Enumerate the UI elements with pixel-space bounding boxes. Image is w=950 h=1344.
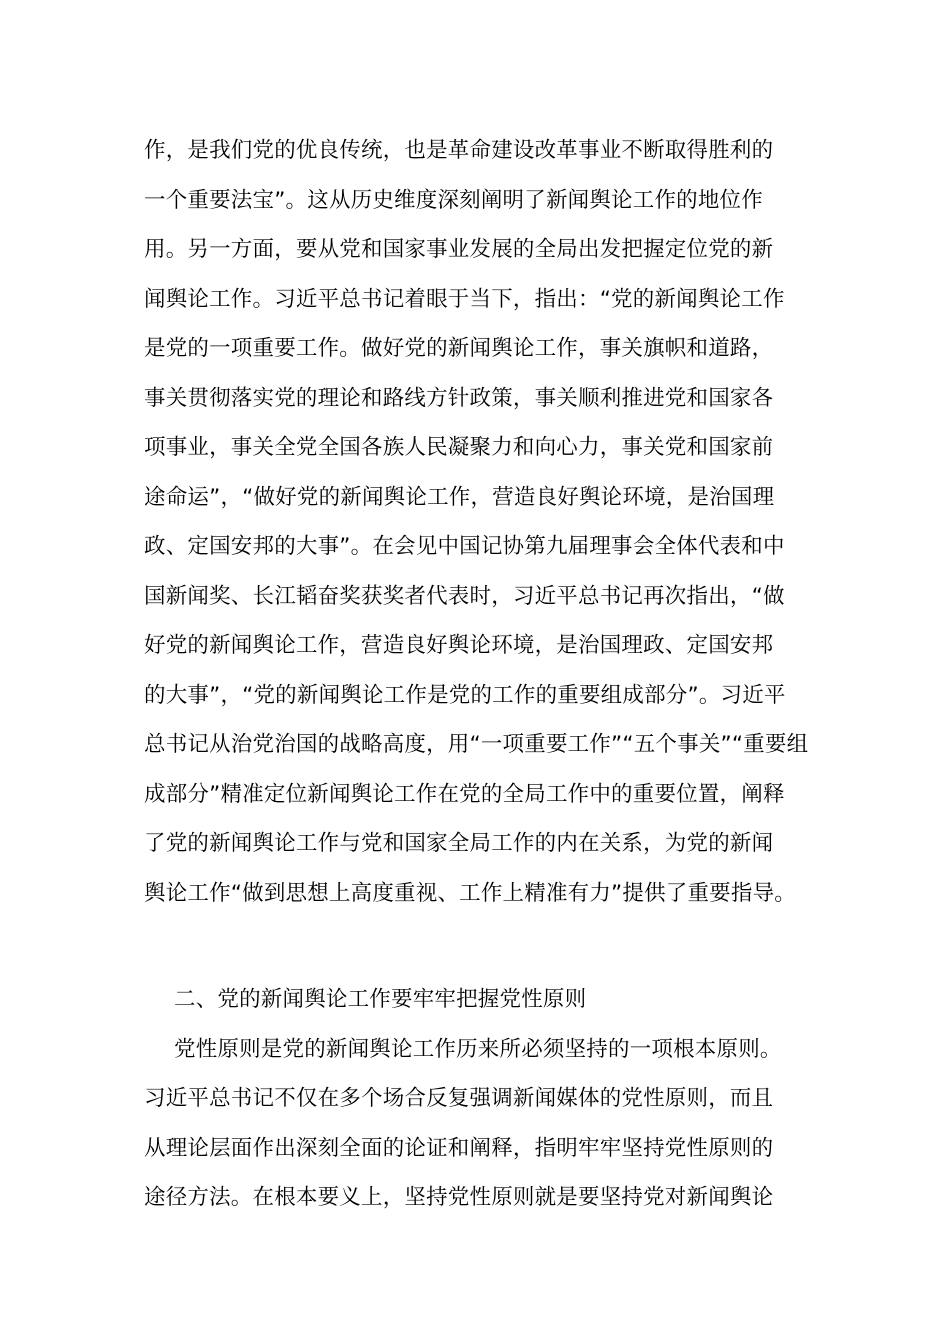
section-heading: 二、党的新闻舆论工作要牢牢把握党性原则 — [174, 987, 587, 1012]
paragraph-line: 好党的新闻舆论工作，营造良好舆论环境，是治国理政、定国安邦 — [144, 633, 774, 658]
paragraph-line: 了党的新闻舆论工作与党和国家全局工作的内在关系，为党的新闻 — [144, 831, 774, 856]
paragraph-line: 成部分”精准定位新闻舆论工作在党的全局工作中的重要位置，阐释 — [144, 781, 785, 807]
paragraph-line: 闻舆论工作。习近平总书记着眼于当下，指出：“党的新闻舆论工作 — [144, 286, 785, 312]
paragraph-line: 从理论层面作出深刻全面的论证和阐释，指明牢牢坚持党性原则的 — [144, 1135, 774, 1161]
paragraph-line: 途径方法。在根本要义上，坚持党性原则就是要坚持党对新闻舆论 — [144, 1185, 774, 1210]
paragraph-line: 用。另一方面，要从党和国家事业发展的全局出发把握定位党的新 — [144, 237, 774, 262]
paragraph-line: 是党的一项重要工作。做好党的新闻舆论工作，事关旗帜和道路， — [144, 336, 774, 361]
paragraph-line: 政、定国安邦的大事”。在会见中国记协第九届理事会全体代表和中 — [144, 534, 785, 559]
paragraph-line: 总书记从治党治国的战略高度，用“一项重要工作”“五个事关”“重要组 — [144, 732, 809, 757]
paragraph-line: 党性原则是党的新闻舆论工作历来所必须坚持的一项根本原则。 — [174, 1036, 782, 1062]
paragraph-line: 一个重要法宝”。这从历史维度深刻阐明了新闻舆论工作的地位作 — [144, 187, 763, 213]
paragraph-line: 途命运”，“做好党的新闻舆论工作，营造良好舆论环境，是治国理 — [144, 484, 775, 510]
paragraph-line: 国新闻奖、长江韬奋奖获奖者代表时，习近平总书记再次指出，“做 — [144, 583, 785, 609]
section-2 — [144, 975, 824, 1223]
paragraph-line: 作，是我们党的优良传统，也是革命建设改革事业不断取得胜利的 — [144, 138, 774, 163]
paragraph-line: 舆论工作“做到思想上高度重视、工作上精准有力”提供了重要指导。 — [144, 880, 796, 906]
paragraph-line: 项事业，事关全党全国各族人民凝聚力和向心力，事关党和国家前 — [144, 435, 774, 460]
paragraph-line: 事关贯彻落实党的理论和路线方针政策，事关顺利推进党和国家各 — [144, 385, 774, 411]
paragraph-1 — [144, 126, 824, 918]
paragraph-line: 习近平总书记不仅在多个场合反复强调新闻媒体的党性原则，而且 — [144, 1086, 774, 1111]
paragraph-line: 的大事”，“党的新闻舆论工作是党的工作的重要组成部分”。习近平 — [144, 682, 786, 708]
